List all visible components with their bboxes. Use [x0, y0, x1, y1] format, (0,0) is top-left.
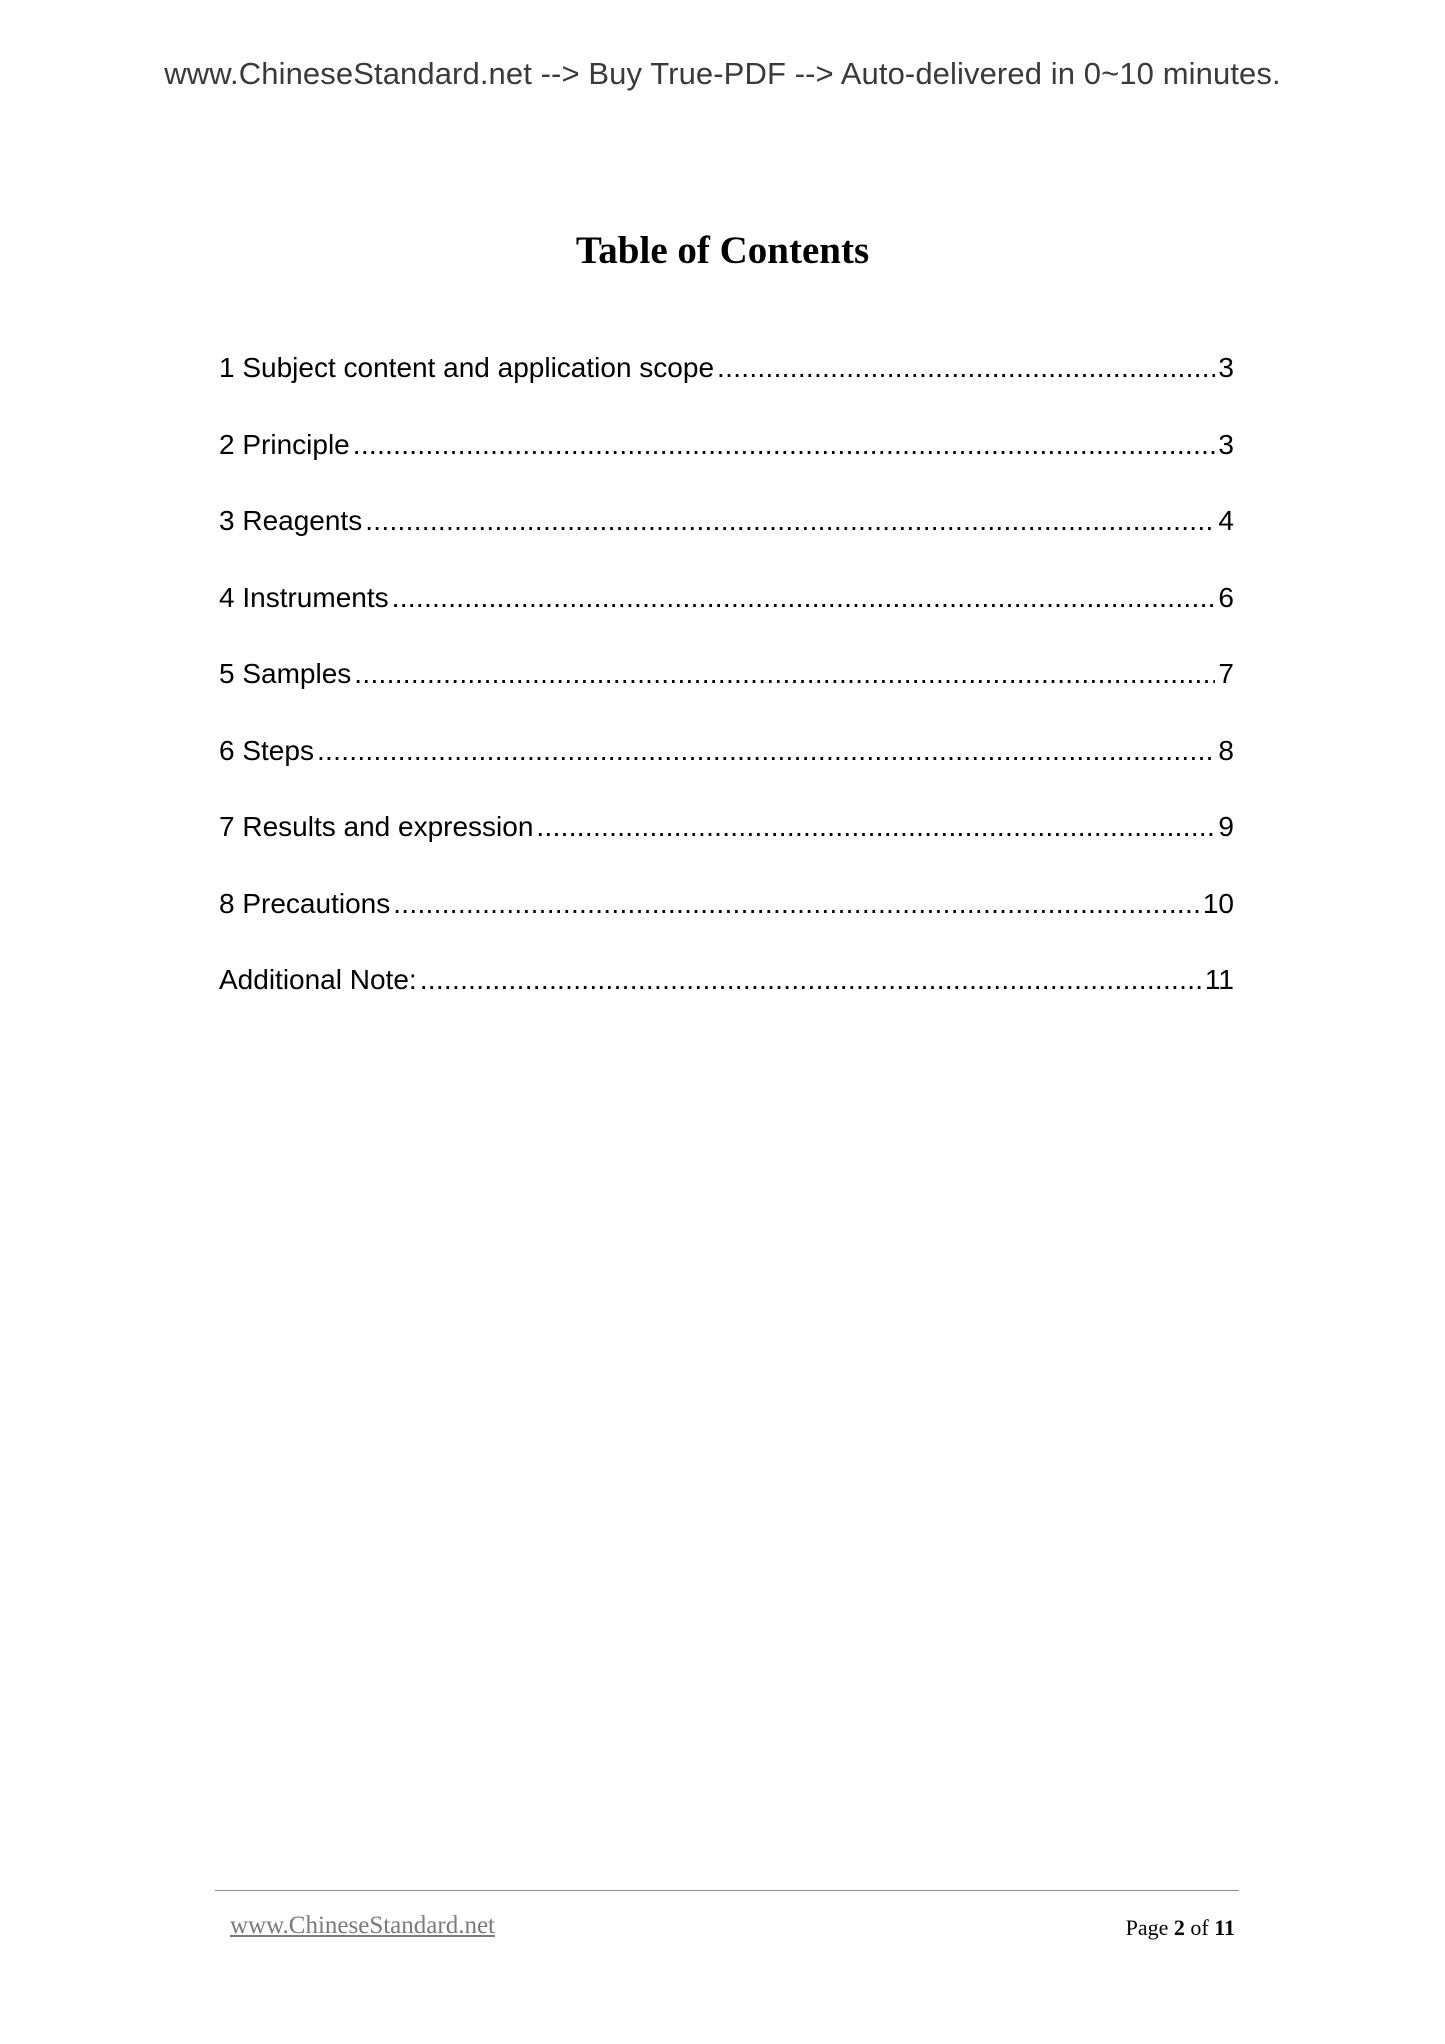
toc-entry-label: 4 Instruments: [219, 581, 389, 613]
toc-dot-leader: [354, 656, 1215, 692]
toc-entry-label: Additional Note:: [219, 964, 417, 995]
toc-entry[interactable]: [219, 809, 1234, 886]
toc-entry[interactable]: [219, 733, 1234, 810]
toc-entry-page: 4: [1218, 505, 1234, 536]
toc-entry[interactable]: [219, 962, 1234, 1039]
toc-dot-leader: [317, 733, 1215, 769]
top-banner: www.ChineseStandard.net --> Buy True-PDF --> Auto-delivered in 0~10 minutes.: [164, 56, 1281, 91]
toc-entry-label: 3 Reagents: [219, 505, 363, 536]
toc-entry-label: 8 Precautions: [219, 887, 391, 919]
page-number-current: 2: [1173, 1915, 1185, 1940]
page-number-of: of: [1190, 1915, 1209, 1940]
toc-dot-leader: [365, 503, 1215, 539]
toc-entry-page: 10: [1202, 887, 1234, 919]
toc-entry-label: 7 Results and expression: [219, 811, 534, 842]
toc-entry-page: 7: [1218, 658, 1234, 689]
toc-entry[interactable]: [219, 427, 1234, 504]
toc-dot-leader: [536, 809, 1215, 845]
toc-entry-page: 6: [1218, 581, 1234, 613]
page-number: [1126, 1915, 1235, 1941]
page-number-prefix: Page: [1125, 1915, 1169, 1940]
toc-dot-leader: [393, 886, 1200, 922]
toc-entry[interactable]: [219, 503, 1234, 580]
toc-entry-page: 3: [1218, 428, 1234, 460]
toc-entry[interactable]: [219, 350, 1234, 427]
toc-entry-label: 1 Subject content and application scope: [219, 352, 715, 383]
toc-entry-page: 3: [1218, 352, 1234, 383]
page-title: Table of Contents: [575, 229, 870, 272]
toc-dot-leader: [420, 962, 1202, 998]
toc-entry[interactable]: [219, 886, 1234, 963]
toc-dot-leader: [717, 350, 1215, 386]
toc-dot-leader: [392, 580, 1216, 616]
footer-divider: [215, 1890, 1239, 1891]
toc-entry-label: 5 Samples: [219, 658, 352, 689]
toc-entry-label: 2 Principle: [219, 428, 350, 460]
toc-dot-leader: [353, 427, 1216, 463]
table-of-contents: [219, 350, 1234, 1039]
toc-entry-label: 6 Steps: [219, 734, 314, 766]
toc-entry[interactable]: [219, 580, 1234, 657]
toc-entry-page: 11: [1204, 964, 1234, 995]
toc-entry-page: 8: [1218, 734, 1234, 766]
toc-entry-page: 9: [1218, 811, 1234, 842]
toc-entry[interactable]: [219, 656, 1234, 733]
page-number-total: 11: [1214, 1915, 1235, 1940]
footer-website-link[interactable]: www.ChineseStandard.net: [230, 1912, 495, 1939]
